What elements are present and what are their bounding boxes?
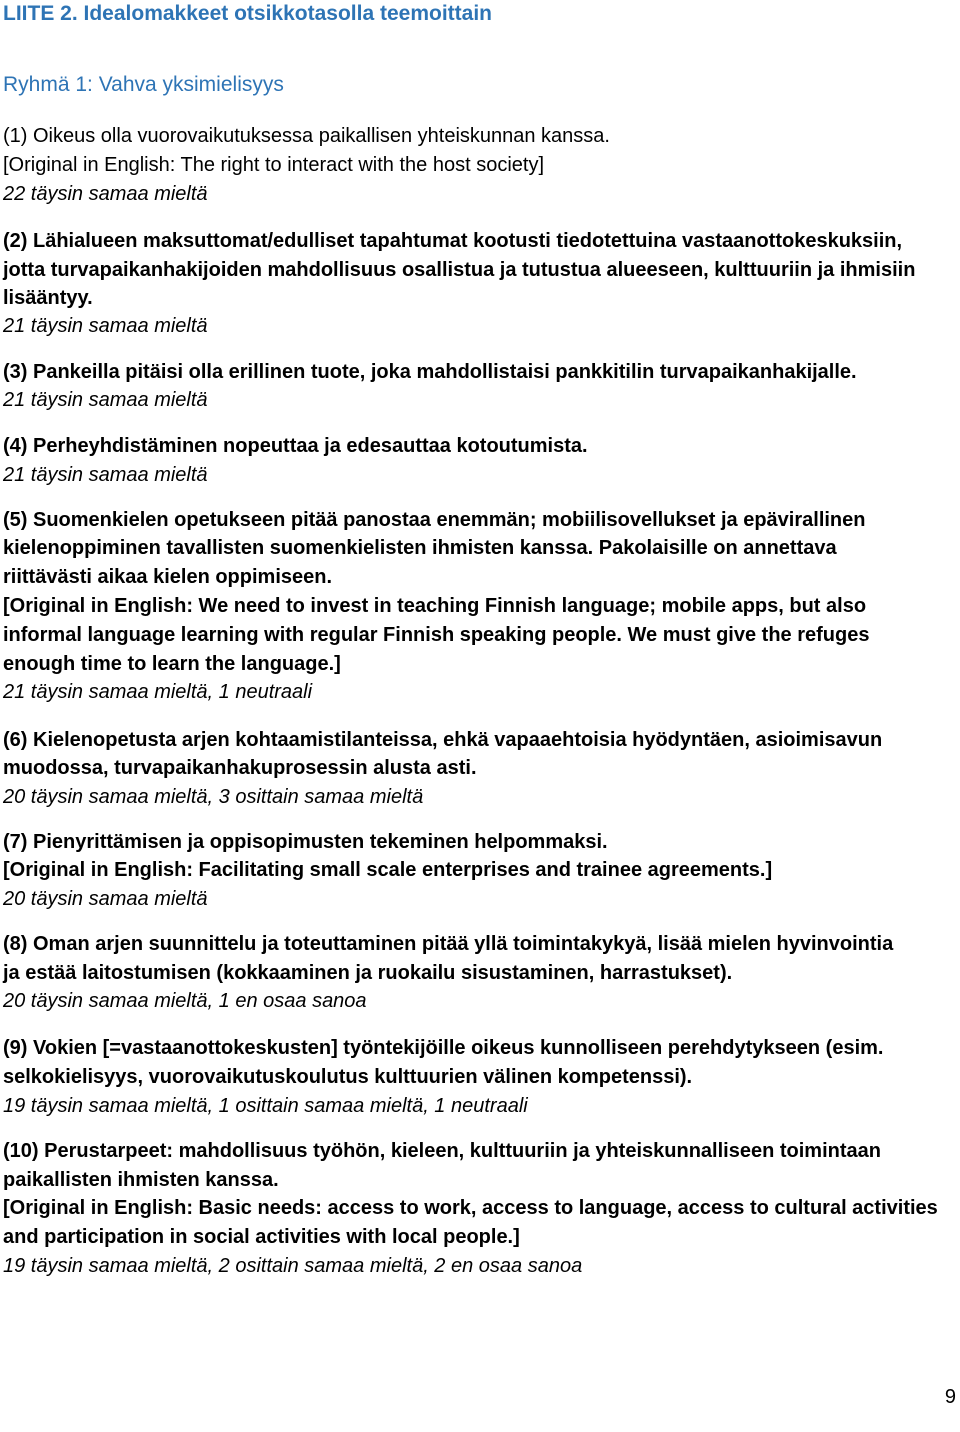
item-3-line-1: (3) Pankeilla pitäisi olla erillinen tuote, joka mahdollistaisi pankkitilin turvapaikanhakijalle. xyxy=(3,361,857,383)
item-10-line-2: paikallisten ihmisten kanssa. xyxy=(3,1169,279,1191)
item-4-line-1: (4) Perheyhdistäminen nopeuttaa ja edesauttaa kotoutumista. xyxy=(3,435,588,457)
item-6-line-2: muodossa, turvapaikanhakuprosessin alusta asti. xyxy=(3,757,477,779)
item-9-line-2: selkokielisyys, vuorovaikutuskoulutus kulttuurien välinen kompetenssi). xyxy=(3,1066,693,1088)
item-10-line-1: (10) Perustarpeet: mahdollisuus työhön, kieleen, kulttuuriin ja yhteiskunnalliseen toimintaan xyxy=(3,1140,881,1162)
item-2-line-3: lisääntyy. xyxy=(3,287,93,309)
item-6-agreement: 20 täysin samaa mieltä, 3 osittain samaa mieltä xyxy=(3,786,424,808)
item-5-line-5: informal language learning with regular Finnish speaking people. We must give the refuges xyxy=(3,624,870,646)
item-1-agreement: 22 täysin samaa mieltä xyxy=(3,183,208,205)
document-title: LIITE 2. Idealomakkeet otsikkotasolla teemoittain xyxy=(3,2,492,25)
group-heading: Ryhmä 1: Vahva yksimielisyys xyxy=(3,73,284,96)
item-2-agreement: 21 täysin samaa mieltä xyxy=(3,315,208,337)
item-5-line-6: enough time to learn the language.] xyxy=(3,653,341,675)
item-6-line-1: (6) Kielenopetusta arjen kohtaamistilanteissa, ehkä vapaaehtoisia hyödyntäen, asioimisavun xyxy=(3,729,883,751)
item-10-agreement: 19 täysin samaa mieltä, 2 osittain samaa mieltä, 2 en osaa sanoa xyxy=(3,1255,583,1277)
item-10-line-4: and participation in social activities with local people.] xyxy=(3,1226,520,1248)
item-7-line-2: [Original in English: Facilitating small scale enterprises and trainee agreements.] xyxy=(3,859,773,881)
item-3-agreement: 21 täysin samaa mieltä xyxy=(3,389,208,411)
item-7-agreement: 20 täysin samaa mieltä xyxy=(3,888,208,910)
item-9-line-1: (9) Vokien [=vastaanottokeskusten] työntekijöille oikeus kunnolliseen perehdytykseen (esim. xyxy=(3,1037,884,1059)
item-8-line-2: ja estää laitostumisen (kokkaaminen ja ruokailu sisustaminen, harrastukset). xyxy=(3,962,733,984)
item-5-agreement: 21 täysin samaa mieltä, 1 neutraali xyxy=(3,681,313,703)
page-number: 9 xyxy=(944,1386,956,1408)
item-1-line-2: [Original in English: The right to interact with the host society] xyxy=(3,154,545,176)
item-10-line-3: [Original in English: Basic needs: access to work, access to language, access to cultural activities xyxy=(3,1197,938,1219)
item-9-agreement: 19 täysin samaa mieltä, 1 osittain samaa mieltä, 1 neutraali xyxy=(3,1095,528,1117)
item-4-agreement: 21 täysin samaa mieltä xyxy=(3,464,208,486)
item-8-agreement: 20 täysin samaa mieltä, 1 en osaa sanoa xyxy=(3,990,367,1012)
item-5-line-1: (5) Suomenkielen opetukseen pitää panostaa enemmän; mobiilisovellukset ja epävirallinen xyxy=(3,509,866,531)
item-2-line-2: jotta turvapaikanhakijoiden mahdollisuus osallistua ja tutustua alueeseen, kulttuuriin ja ihmisiin xyxy=(3,259,916,281)
item-5-line-4: [Original in English: We need to invest in teaching Finnish language; mobile apps, but also xyxy=(3,595,867,617)
item-7-line-1: (7) Pienyrittämisen ja oppisopimusten tekeminen helpommaksi. xyxy=(3,831,608,853)
item-8-line-1: (8) Oman arjen suunnittelu ja toteuttaminen pitää yllä toimintakykyä, lisää mielen hyvinvointia xyxy=(3,933,894,955)
item-2-line-1: (2) Lähialueen maksuttomat/edulliset tapahtumat kootusti tiedotettuina vastaanottokeskuksiin, xyxy=(3,230,903,252)
item-1-line-1: (1) Oikeus olla vuorovaikutuksessa paikallisen yhteiskunnan kanssa. xyxy=(3,125,610,147)
item-5-line-3: riittävästi aikaa kielen oppimiseen. xyxy=(3,566,333,588)
item-5-line-2: kielenoppiminen tavallisten suomenkielisten ihmisten kanssa. Pakolaisille on annettava xyxy=(3,537,837,559)
